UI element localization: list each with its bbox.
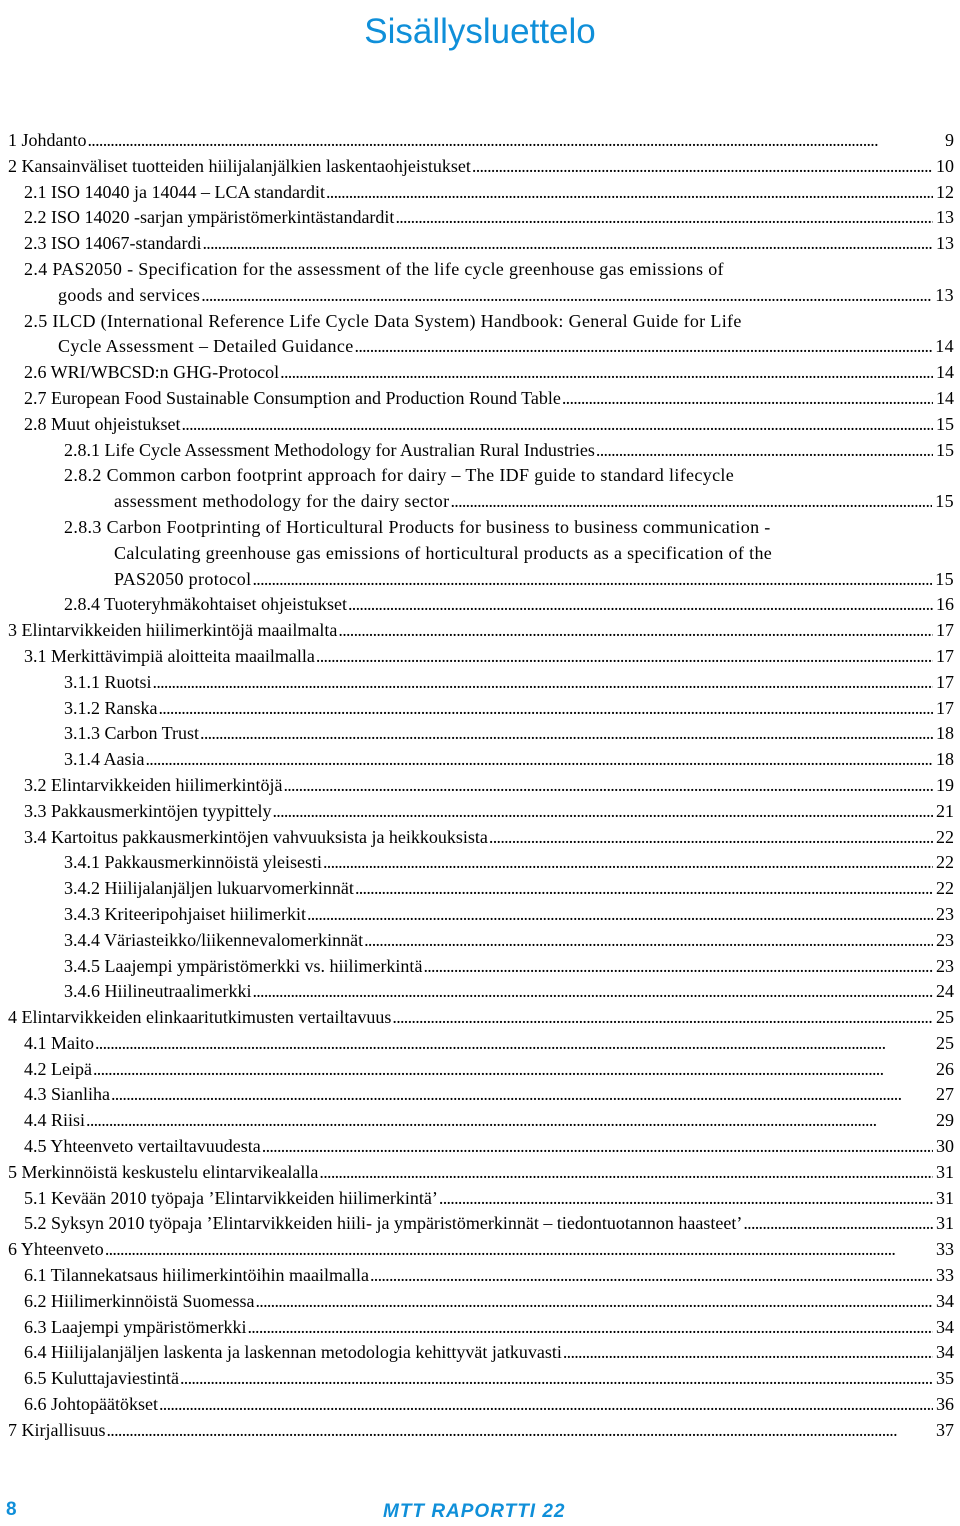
dot-leader [283,773,933,799]
dot-leader [364,928,933,954]
toc-entry-text: 3.4.4 Väriasteikko/liikennevalomerkinnät [64,929,364,950]
toc-entry[interactable] [24,1108,960,1134]
dot-leader [562,386,933,412]
toc-page-number: 14 [936,362,954,383]
toc-page-number: 30 [936,1136,954,1157]
toc-entry-text: 1 Johdanto [8,130,87,150]
toc-page-number: 36 [936,1394,954,1415]
toc-page-number: 31 [936,1187,954,1208]
toc-entry-text: 2.3 ISO 14067-standardi [24,233,202,254]
toc-entry[interactable] [8,618,960,644]
toc-page-number: 35 [936,1368,954,1389]
dot-leader [107,1418,934,1444]
dot-leader [370,1263,933,1289]
toc-entry-text: Cycle Assessment – Detailed Guidance [58,336,354,357]
toc-entry-text: 3.4.5 Laajempi ympäristömerkki vs. hiilimerkintä [64,955,423,976]
toc-page-number: 17 [936,671,954,692]
toc-entry[interactable] [24,799,960,825]
toc-entry[interactable] [24,1031,960,1057]
toc-entry-text: 5 Merkinnöistä keskustelu elintarvikealalla [8,1161,319,1182]
dot-leader [202,231,933,257]
toc-entry[interactable] [24,1289,960,1315]
dot-leader [450,489,932,515]
dot-leader [307,902,933,928]
toc-entry[interactable] [24,386,960,412]
toc-entry[interactable] [24,825,960,851]
toc-entry-text: 2.4 PAS2050 - Specification for the assessment of the life cycle greenhouse gas emissions of [24,258,724,279]
toc-entry-text: 3.4.2 Hiilijalanjäljen lukuarvomerkinnät [64,878,354,899]
toc-entry-text: 2.7 European Food Sustainable Consumption and Production Round Table [24,387,561,408]
toc-entry[interactable] [24,180,960,206]
toc-page-number: 13 [935,284,954,305]
dot-leader [247,1315,933,1341]
toc-entry-text: 6.4 Hiilijalanjäljen laskenta ja laskennan metodologia kehittyvät jatkuvasti [24,1342,562,1363]
toc-entry[interactable] [64,876,960,902]
dot-leader [262,1134,933,1160]
toc-page-number: 34 [936,1290,954,1311]
toc-entry-text: 6.6 Johtopäätökset [24,1394,158,1415]
toc-page-number: 25 [936,1032,954,1053]
toc-entry-text: 4 Elintarvikkeiden elinkaaritutkimusten vertailtavuus [8,1007,392,1028]
toc-entry-text: 6.3 Laajempi ympäristömerkki [24,1316,247,1337]
toc-entry-text: PAS2050 protocol [114,568,252,589]
toc-entry-text: 3.4.1 Pakkausmerkinnöistä yleisesti [64,852,322,873]
toc-entry[interactable] [24,231,960,257]
toc-entry[interactable] [24,360,960,386]
toc-entry-text: goods and services [58,284,201,305]
dot-leader [423,954,933,980]
toc-entry-text: 2.8.4 Tuoteryhmäkohtaiset ohjeistukset [64,594,347,615]
toc-page-number: 22 [936,878,954,899]
toc-page-number: 13 [936,233,954,254]
dot-leader [596,438,933,464]
dot-leader [159,696,934,722]
toc-page-number: 33 [936,1239,954,1260]
toc-entry[interactable] [8,1160,960,1186]
toc-entry[interactable] [64,515,960,592]
toc-page-number: 26 [936,1058,954,1079]
toc-entry[interactable] [64,928,960,954]
toc-entry-text: 6.5 Kuluttajaviestintä [24,1368,179,1389]
toc-page-number: 31 [936,1213,954,1234]
toc-page-number: 14 [936,387,954,408]
toc-entry-text: 4.4 Riisi [24,1110,86,1131]
toc-page-number: 15 [936,439,954,460]
toc-entry[interactable] [64,850,960,876]
footer-publication-name: MTT RAPORTTI 22 [383,1501,566,1522]
dot-leader [280,360,933,386]
toc-entry-text: 5.2 Syksyn 2010 työpaja ’Elintarvikkeiden hiili- ja ympäristömerkinnät – tiedontuotannon haasteet’ [24,1213,743,1234]
toc-page-number: 22 [936,852,954,873]
dot-leader [153,670,933,696]
toc-page-number: 15 [936,413,954,434]
toc-entry-text: 3.3 Pakkausmerkintöjen tyypittely [24,800,272,821]
toc-entry-text: 2.8 Muut ohjeistukset [24,413,181,434]
dot-leader [180,1366,933,1392]
toc-page-number: 15 [935,491,954,512]
toc-entry-text: 3.1.1 Ruotsi [64,671,152,692]
toc-page-number: 12 [936,181,954,202]
toc-page-number: 34 [936,1316,954,1337]
dot-leader [355,334,933,360]
dot-leader [159,1392,933,1418]
toc-page-number: 9 [945,130,954,150]
toc-entry-text: 3 Elintarvikkeiden hiilimerkintöjä maailmalta [8,620,338,641]
toc-page-number: 18 [936,749,954,770]
toc-page-number: 13 [936,207,954,228]
dot-leader [95,1031,933,1057]
toc-entry-text: 2.5 ILCD (International Reference Life Cycle Data System) Handbook: General Guide for Life [24,310,742,331]
toc-entry-text: 2.8.3 Carbon Footprinting of Horticultural Products for business to business communication - [64,516,771,537]
dot-leader [111,1082,933,1108]
dot-leader [255,1289,933,1315]
toc-page-number: 29 [936,1110,954,1131]
toc-entry[interactable] [64,979,960,1005]
dot-leader [348,592,933,618]
dot-leader [338,618,933,644]
toc-entry-text: 4.2 Leipä [24,1058,92,1079]
toc-page-number: 37 [936,1419,954,1440]
toc-entry-text: 2.6 WRI/WBCSD:n GHG-Protocol [24,362,280,383]
toc-entry[interactable] [24,1057,960,1083]
toc-entry-text: 2.2 ISO 14020 -sarjan ympäristömerkintästandardit [24,207,395,228]
dot-leader [86,1108,933,1134]
page-title: Sisällysluettelo [364,12,596,51]
toc-entry-text: 6 Yhteenveto [8,1239,104,1260]
toc-entry[interactable] [8,1237,960,1263]
toc-entry[interactable] [24,1082,960,1108]
toc-entry[interactable] [24,1263,960,1289]
toc-entry[interactable] [64,902,960,928]
dot-leader [563,1340,933,1366]
toc-entry-text: 3.4 Kartoitus pakkausmerkintöjen vahvuuksista ja heikkouksista [24,826,488,847]
toc-page-number: 23 [936,903,954,924]
dot-leader [472,154,933,180]
dot-leader [316,644,933,670]
toc-page-number: 23 [936,955,954,976]
toc-entry-text: 2.8.1 Life Cycle Assessment Methodology for Australian Rural Industries [64,439,595,460]
toc-entry-text: 2.8.2 Common carbon footprint approach for dairy – The IDF guide to standard lifecycle [64,465,735,486]
toc-entry-text: 4.5 Yhteenveto vertailtavuudesta [24,1136,261,1157]
toc-entry[interactable] [24,644,960,670]
toc-entry[interactable] [64,438,960,464]
toc-page-number: 22 [936,826,954,847]
dot-leader [323,850,933,876]
dot-leader [355,876,933,902]
toc-entry[interactable] [64,696,960,722]
toc-entry[interactable] [8,128,960,154]
dot-leader [743,1211,933,1237]
dot-leader [200,721,933,747]
toc-entry[interactable] [64,463,960,515]
toc-entry-text: 6.1 Tilannekatsaus hiilimerkintöihin maailmalla [24,1265,369,1286]
toc-entry[interactable] [8,154,960,180]
toc-entry[interactable] [64,954,960,980]
toc-entry[interactable] [24,773,960,799]
toc-entry-text: 4.1 Maito [24,1032,94,1053]
dot-leader [252,567,932,593]
toc-entry-text: assessment methodology for the dairy sector [114,491,450,512]
toc-page-number: 15 [935,568,954,589]
toc-page-number: 16 [936,594,954,615]
dot-leader [392,1005,933,1031]
toc-entry[interactable] [24,257,960,309]
dot-leader [439,1186,933,1212]
toc-page-number: 25 [936,1007,954,1028]
dot-leader [105,1237,933,1263]
toc-page-number: 27 [936,1084,954,1105]
toc-page-number: 23 [936,929,954,950]
dot-leader [395,205,933,231]
dot-leader [146,747,934,773]
toc-entry[interactable] [24,1315,960,1341]
toc-entry[interactable] [24,1392,960,1418]
toc-entry[interactable] [24,1340,960,1366]
toc-entry-text: 5.1 Kevään 2010 työpaja ’Elintarvikkeiden hiilimerkintä’ [24,1187,438,1208]
toc-entry-text: 3.1.3 Carbon Trust [64,723,200,744]
dot-leader [182,412,934,438]
toc-entry-text: 4.3 Sianliha [24,1084,110,1105]
toc-entry-text: 3.1 Merkittävimpiä aloitteita maailmalla [24,645,315,666]
toc-entry[interactable] [64,721,960,747]
toc-entry[interactable] [8,1005,960,1031]
toc-entry-text: 3.4.6 Hiilineutraalimerkki [64,981,252,1002]
toc-entry[interactable] [24,1366,960,1392]
toc-entry[interactable] [24,1134,960,1160]
toc-entry-text: 2.1 ISO 14040 ja 14044 – LCA standardit [24,181,325,202]
toc-page-number: 14 [935,336,954,357]
toc-entry[interactable] [64,747,960,773]
toc-entry-text: Calculating greenhouse gas emissions of horticultural products as a specification of the [114,542,773,563]
toc-entry[interactable] [24,1211,960,1237]
dot-leader [489,825,933,851]
toc-entry[interactable] [24,412,960,438]
toc-page-number: 21 [936,800,954,821]
toc-page-number: 17 [936,697,954,718]
toc-entry[interactable] [24,205,960,231]
toc-entry[interactable] [24,1186,960,1212]
dot-leader [326,180,933,206]
toc-page-number: 33 [936,1265,954,1286]
dot-leader [201,283,932,309]
toc-page-number: 10 [936,155,954,176]
dot-leader [93,1057,933,1083]
toc-entry[interactable] [24,309,960,361]
toc-entry-text: 3.2 Elintarvikkeiden hiilimerkintöjä [24,774,283,795]
table-of-contents [0,128,960,1444]
footer-page-number: 8 [6,1499,17,1520]
toc-entry[interactable] [8,1418,960,1444]
dot-leader [272,799,933,825]
toc-page-number: 31 [936,1161,954,1182]
dot-leader [319,1160,933,1186]
toc-entry-text: 3.1.2 Ranska [64,697,158,718]
toc-page-number: 19 [936,774,954,795]
toc-page-number: 24 [936,981,954,1002]
toc-page-number: 17 [936,620,954,641]
toc-entry-text: 3.1.4 Aasia [64,749,145,770]
toc-entry-text: 6.2 Hiilimerkinnöistä Suomessa [24,1290,255,1311]
toc-page-number: 18 [936,723,954,744]
dot-leader [252,979,933,1005]
toc-entry-text: 2 Kansainväliset tuotteiden hiilijalanjälkien laskentaohjeistukset [8,155,471,176]
toc-entry-text: 3.4.3 Kriteeripohjaiset hiilimerkit [64,903,306,924]
toc-entry-text: 7 Kirjallisuus [8,1419,106,1440]
toc-entry[interactable] [64,670,960,696]
toc-page-number: 34 [936,1342,954,1363]
dot-leader [88,128,943,154]
toc-page-number: 17 [936,645,954,666]
toc-entry[interactable] [64,592,960,618]
